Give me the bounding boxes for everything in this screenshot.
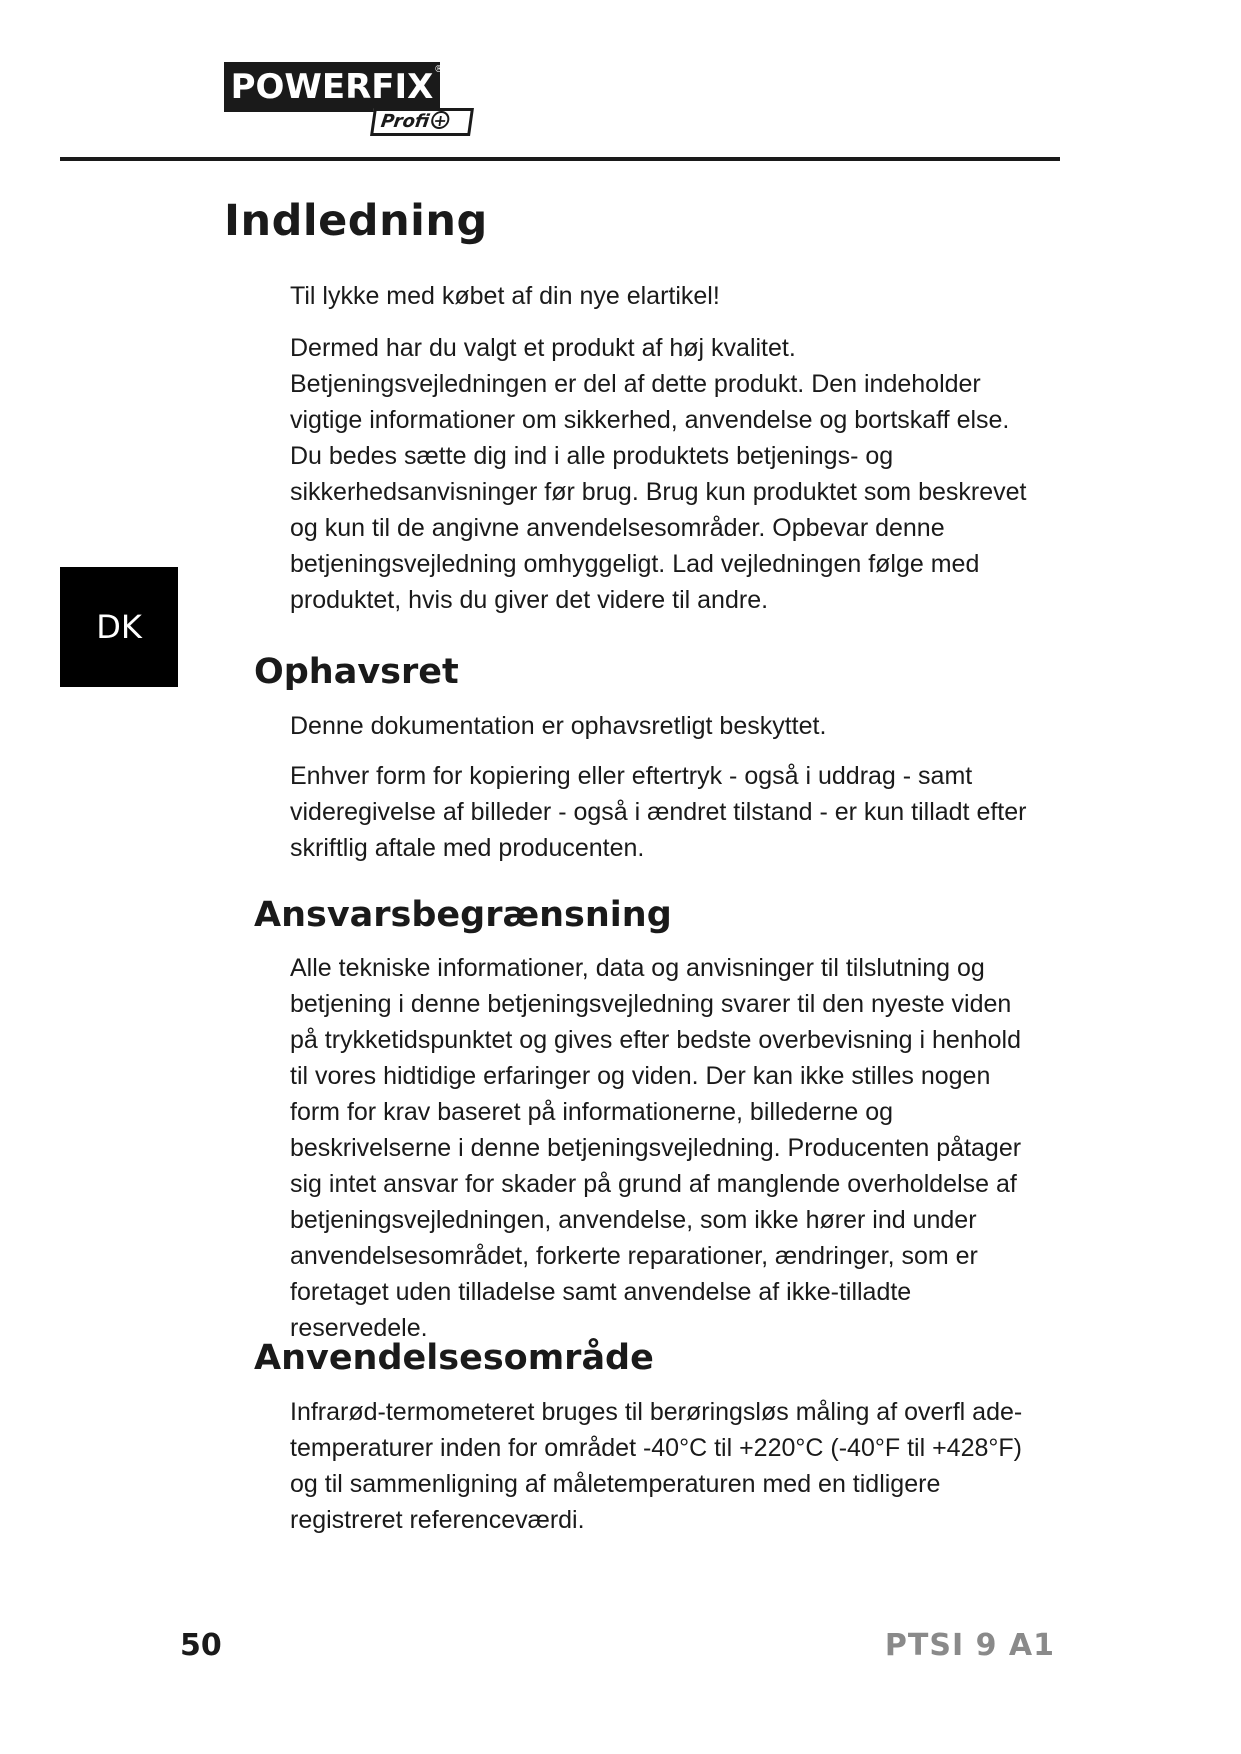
usage-paragraph-1: Infrarød-termometeret bruges til berøringsløs måling af overfl ade-temperaturer inden for området -40°C til +220°C (-40°F til +428°F) og til sammenligning af måletemperaturen med en tidligere registreret referenceværdi. [290,1398,1023,1534]
copyright-paragraph-1: Denne dokumentation er ophavsretligt beskyttet. [290,712,827,740]
logo-profi-badge [370,108,474,136]
header-divider [60,157,1060,161]
brand-logo [224,62,474,138]
intro-paragraph-2: Dermed har du valgt et produkt af høj kvalitet. Betjeningsvejledningen er del af dette produkt. Den indeholder vigtige informationer om sikkerhed, anvendelse og bortskaff else. Du bedes sætte dig ind i alle produktets betjenings- og sikkerhedsanvisninger før brug. Brug kun produktet som beskrevet og kun til de angivne anvendelsesområder. Opbevar denne betjeningsvejledning omhyggeligt. Lad vejledningen følge med produktet, hvis du giver det videre til andre. [290,334,1027,614]
logo-registered-mark: ® [434,64,444,75]
page-title: Indledning [224,196,488,246]
section-title-usage: Anvendelsesområde [254,1338,654,1378]
language-tab: DK [60,567,178,687]
liability-paragraph-1: Alle tekniske informationer, data og anvisninger til tilslutning og betjening i denne betjeningsvejledning svarer til den nyeste viden på trykketidspunktet og gives efter bedste overbevisning i henhold til vores hidtidige erfaringer og viden. Der kan ikke stilles nogen form for krav baseret på informationerne, billederne og beskrivelserne i denne betjeningsvejledning. Producenten påtager sig intet ansvar for skader på grund af manglende overholdelse af betjeningsvejledningen, anvendelse, som ikke hører ind under anvendelsesområdet, forkerte reparationer, ændringer, som er foretaget uden tilladelse samt anvendelse af ikke-tilladte reservedele. [290,954,1022,1342]
page-number: 50 [180,1628,222,1663]
logo-wordmark: POWERFIX [224,62,440,112]
intro-paragraph-1: Til lykke med købet af din nye elartikel! [290,282,720,310]
plus-circle-icon: + [430,111,451,129]
model-number: PTSI 9 A1 [884,1628,1055,1663]
copyright-paragraph-2: Enhver form for kopiering eller eftertryk - også i uddrag - samt videregivelse af billeder - også i ændret tilstand - er kun tilladt efter skriftlig aftale med producenten. [290,762,1027,862]
section-title-liability: Ansvarsbegrænsning [254,895,672,935]
logo-profi-text: Profi [379,111,431,132]
section-title-copyright: Ophavsret [254,652,459,692]
